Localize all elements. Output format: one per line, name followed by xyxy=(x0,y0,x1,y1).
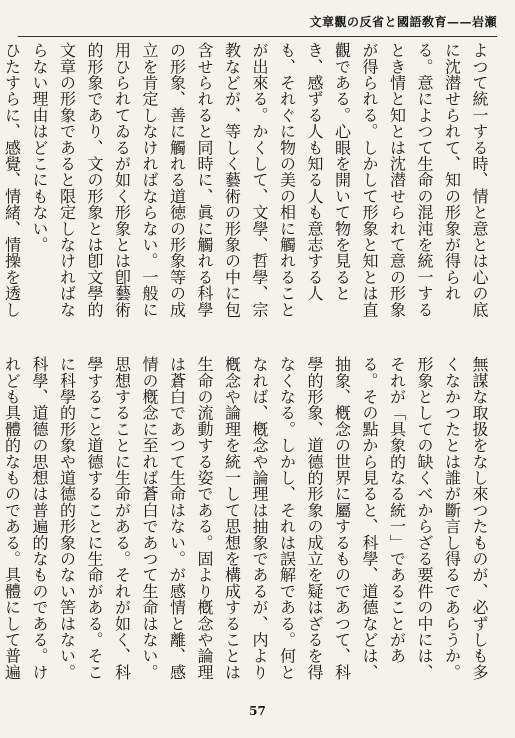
paragraph: 無謀な取扱をなし來つたものが、必ずしも多くなかつたとは誰が斷言し得るであらうか。 xyxy=(442,356,489,680)
text-block-top xyxy=(2,42,493,328)
page-header xyxy=(0,8,515,34)
header-rule xyxy=(18,36,497,37)
paragraph: よつて統一する時、情と意とは心の底に沈潜せられて、知の形象が得られる。意によつて生命の混沌を統一するとき情と知とは沈潜せられて意の形象が得られる。しかして形象と知とは直觀である。心眼を開いて物を見るとき、感ずる人も知る人も意志する人も、それぐに物の美の相に觸れることが出來る。かくして、文學、哲學、宗教などが、等しく藝術の形象の中に包含せられると同時に、眞に觸れる科學の形象、善に觸れる道徳の形象等の成立を肯定しなければならない。一般に用ひられてゐるが如く形象とは卽藝術的形象であり、文の形象とは卽文學的文章の形象であると限定しなければならない理由はどこにもない。 xyxy=(30,42,489,318)
page-number: 57 xyxy=(249,704,266,718)
running-title: 文章觀の反省と國語敎育——岩瀬 xyxy=(309,15,497,29)
paragraph: 形象としての缺くべからざる要件の中には、それが「具象的なる統一」であることがある。その點から見ると、科學、道德などは、抽象、槪念の世界に屬するものであつて、科學的形象、道德的形象の成立を疑はざるを得なくなる。しかし、それは誤解である。何となれば、槪念や論理は抽象であるが、内より槪念や論理を統一して思想を構成することは生命の流動する姿である。固より槪念や論理は蒼白であつて生命はない。が感情と離、感情の槪念に至れば蒼白であつて生命はない。思想することに生命がある。それが如く、科學すること道德することに生命がある。そこに科學的形象や道德的形象のない筈はない。科學、道德の思想は普遍的なものである。けれども具體的なものである。具體にして普遍 xyxy=(2,356,434,680)
paragraph: ひたすらに、感覺、情緒、情操を透し xyxy=(2,42,22,318)
text-block-bottom xyxy=(2,356,493,690)
